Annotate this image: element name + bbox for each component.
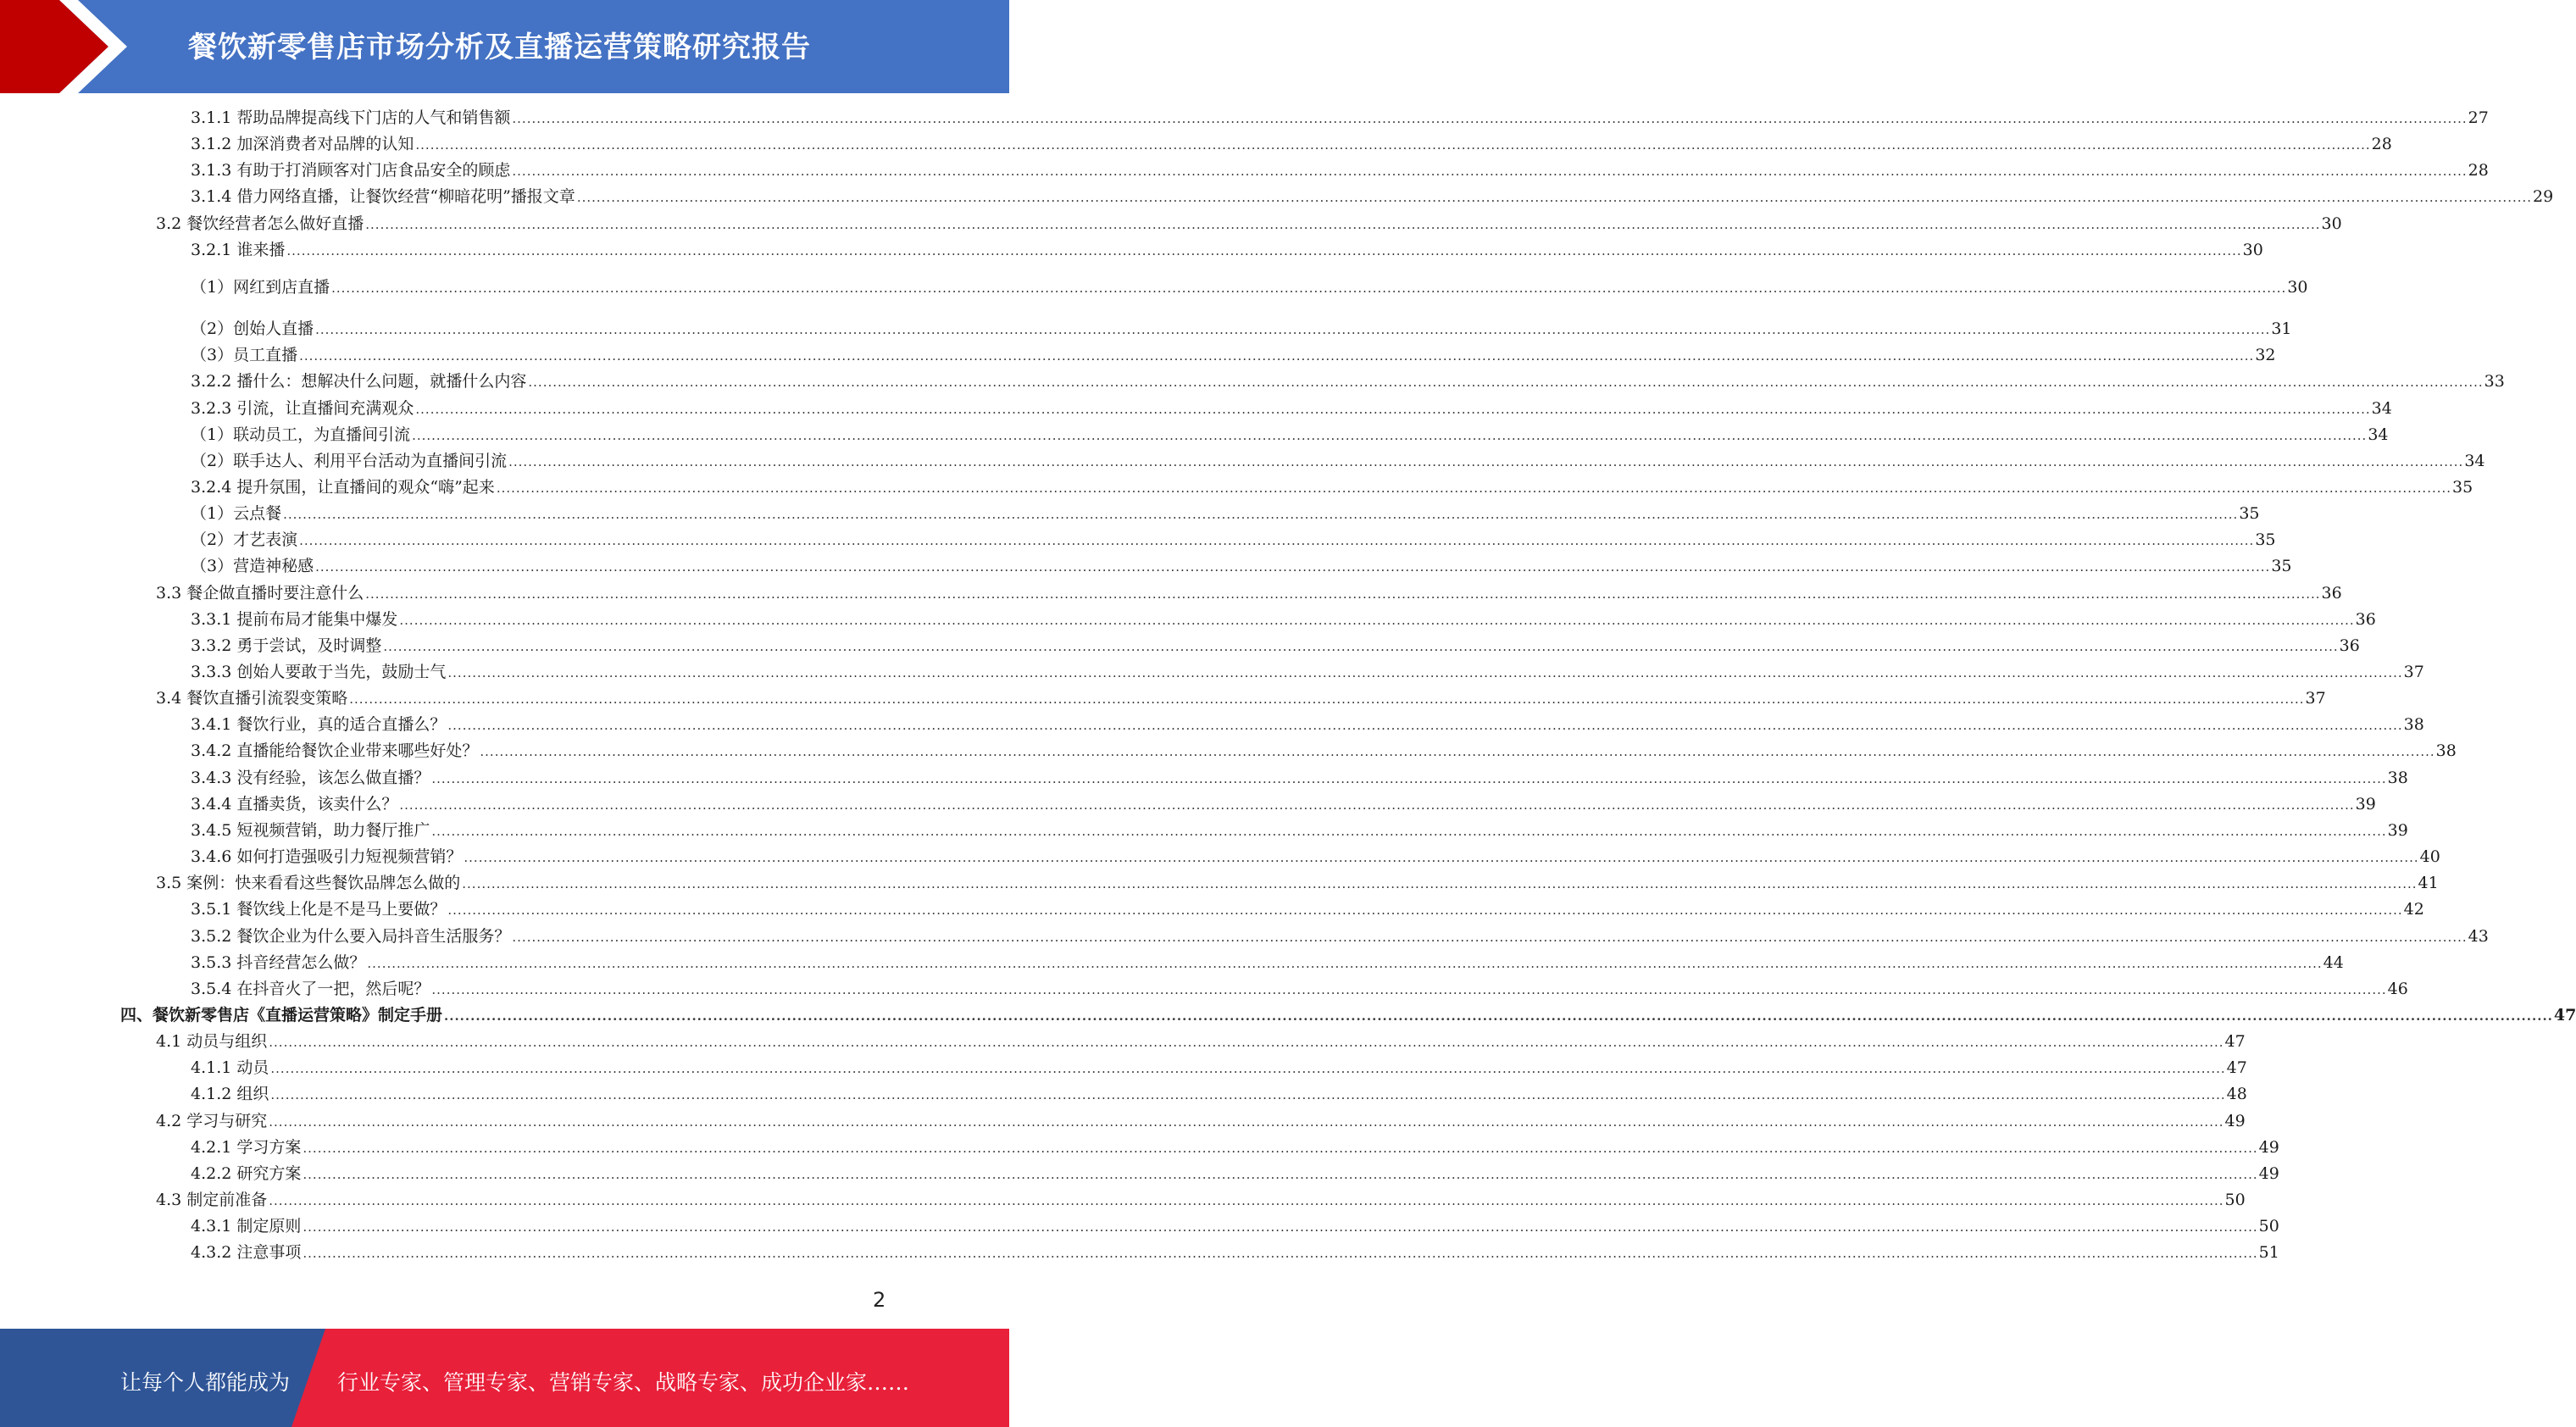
toc-entry-label: 3.1.1 帮助品牌提高线下门店的人气和销售额 bbox=[191, 108, 511, 127]
toc-entry[interactable] bbox=[191, 371, 2505, 391]
toc-entry-page: 30 bbox=[2287, 277, 2308, 297]
toc-entry[interactable] bbox=[191, 277, 2308, 297]
toc-entry[interactable] bbox=[191, 662, 2424, 682]
toc-leader-dots: ................................................................................................................................................................................................................................................................................................................................................................................................................ bbox=[315, 559, 2271, 575]
toc-entry-page: 38 bbox=[2435, 741, 2457, 761]
toc-entry-label: （2）联手达人、利用平台活动为直播间引流 bbox=[191, 451, 508, 470]
toc-entry[interactable] bbox=[191, 477, 2473, 497]
toc-entry[interactable] bbox=[191, 1084, 2247, 1104]
toc-leader-dots: ................................................................................................................................................................................................................................................................................................................................................................................................................ bbox=[447, 718, 2403, 734]
header-arrow-decoration bbox=[0, 0, 127, 93]
toc-entry-page: 32 bbox=[2255, 346, 2276, 365]
toc-entry-label: （2）创始人直播 bbox=[191, 319, 314, 339]
toc-leader-dots: ................................................................................................................................................................................................................................................................................................................................................................................................................ bbox=[412, 427, 2368, 443]
toc-entry-page: 43 bbox=[2468, 926, 2489, 946]
toc-entry-label: 4.1.2 组织 bbox=[191, 1085, 269, 1104]
toc-entry-label: 3.4.5 短视频营销，助力餐厅推广 bbox=[191, 820, 430, 840]
toc-leader-dots: ................................................................................................................................................................................................................................................................................................................................................................................................................ bbox=[464, 850, 2419, 866]
toc-entry-page: 31 bbox=[2271, 319, 2292, 339]
toc-entry-label: （2）才艺表演 bbox=[191, 530, 298, 550]
toc-entry[interactable] bbox=[191, 1216, 2279, 1236]
toc-entry[interactable] bbox=[191, 1242, 2279, 1263]
toc-entry-label: 4.3 制定前准备 bbox=[156, 1191, 268, 1209]
toc-leader-dots: ................................................................................................................................................................................................................................................................................................................................................................................................................ bbox=[383, 638, 2339, 654]
toc-leader-dots: ................................................................................................................................................................................................................................................................................................................................................................................................................ bbox=[299, 348, 2255, 364]
toc-entry-label: 3.5.1 餐饮线上化是不是马上要做？ bbox=[191, 900, 447, 919]
toc-leader-dots: ................................................................................................................................................................................................................................................................................................................................................................................................................ bbox=[512, 929, 2468, 945]
toc-entry[interactable] bbox=[156, 1031, 2246, 1052]
toc-entry[interactable] bbox=[120, 1005, 2576, 1025]
toc-entry-page: 38 bbox=[2387, 768, 2408, 787]
toc-entry-page: 46 bbox=[2387, 979, 2408, 998]
toc-entry-page: 50 bbox=[2258, 1217, 2279, 1236]
toc-entry[interactable] bbox=[191, 1163, 2279, 1184]
toc-leader-dots: ................................................................................................................................................................................................................................................................................................................................................................................................................ bbox=[444, 1008, 2553, 1024]
toc-entry-label: 3.3.3 创始人要敢于当先，鼓励士气 bbox=[191, 663, 447, 681]
toc-entry-page: 35 bbox=[2255, 530, 2276, 550]
toc-entry-label: 4.2 学习与研究 bbox=[156, 1111, 268, 1130]
toc-entry-page: 35 bbox=[2452, 477, 2473, 497]
toc-entry[interactable] bbox=[191, 240, 2263, 260]
toc-entry-page: 34 bbox=[2371, 398, 2392, 418]
page-number: 2 bbox=[873, 1288, 886, 1312]
toc-leader-dots: ................................................................................................................................................................................................................................................................................................................................................................................................................ bbox=[399, 612, 2355, 628]
toc-entry-page: 39 bbox=[2355, 794, 2376, 813]
toc-leader-dots: ................................................................................................................................................................................................................................................................................................................................................................................................................ bbox=[512, 111, 2468, 126]
toc-entry-page: 49 bbox=[2224, 1111, 2246, 1130]
toc-entry-page: 35 bbox=[2271, 557, 2292, 576]
toc-leader-dots: ................................................................................................................................................................................................................................................................................................................................................................................................................ bbox=[269, 1193, 2224, 1208]
toc-leader-dots: ................................................................................................................................................................................................................................................................................................................................................................................................................ bbox=[480, 744, 2435, 760]
toc-entry-label: 3.2.3 引流，让直播间充满观众 bbox=[191, 398, 414, 418]
toc-entry-page: 37 bbox=[2305, 689, 2326, 708]
toc-entry-page: 47 bbox=[2224, 1032, 2246, 1052]
toc-entry[interactable] bbox=[191, 714, 2424, 735]
toc-leader-dots: ................................................................................................................................................................................................................................................................................................................................................................................................................ bbox=[431, 981, 2387, 997]
toc-entry-page: 49 bbox=[2258, 1137, 2279, 1157]
toc-entry-page: 49 bbox=[2258, 1163, 2279, 1183]
toc-entry-label: 3.4.1 餐饮行业，真的适合直播么？ bbox=[191, 715, 447, 735]
toc-leader-dots: ................................................................................................................................................................................................................................................................................................................................................................................................................ bbox=[496, 480, 2452, 496]
toc-entry-page: 36 bbox=[2339, 636, 2360, 655]
toc-entry[interactable] bbox=[191, 398, 2392, 419]
toc-entry[interactable] bbox=[156, 688, 2326, 708]
toc-entry[interactable] bbox=[191, 979, 2408, 999]
footer-bar bbox=[0, 1329, 1009, 1427]
toc-entry-label: （1）联动员工，为直播间引流 bbox=[191, 425, 411, 444]
toc-entry-label: 3.4.6 如何打造强吸引力短视频营销？ bbox=[191, 847, 463, 867]
toc-leader-dots: ................................................................................................................................................................................................................................................................................................................................................................................................................ bbox=[528, 375, 2484, 391]
toc-entry[interactable] bbox=[191, 741, 2457, 761]
toc-entry-page: 42 bbox=[2403, 900, 2424, 919]
toc-entry-page: 50 bbox=[2224, 1191, 2246, 1209]
toc-entry-page: 37 bbox=[2403, 663, 2424, 681]
toc-entry-label: 3.5.4 在抖音火了一把，然后呢？ bbox=[191, 979, 430, 998]
toc-entry[interactable] bbox=[191, 768, 2408, 788]
toc-entry[interactable] bbox=[191, 1137, 2279, 1158]
toc-entry-label: 3.3.1 提前布局才能集中爆发 bbox=[191, 609, 398, 629]
toc-entry[interactable] bbox=[191, 794, 2376, 814]
toc-entry-label: （3）营造神秘感 bbox=[191, 557, 314, 576]
toc-leader-dots: ................................................................................................................................................................................................................................................................................................................................................................................................................ bbox=[447, 902, 2403, 919]
toc-entry[interactable] bbox=[191, 899, 2424, 919]
toc-entry-page: 33 bbox=[2484, 372, 2505, 391]
toc-leader-dots: ................................................................................................................................................................................................................................................................................................................................................................................................................ bbox=[270, 1061, 2226, 1077]
toc-entry-label: 4.2.1 学习方案 bbox=[191, 1137, 302, 1157]
toc-entry-page: 34 bbox=[2368, 425, 2389, 444]
toc-leader-dots: ................................................................................................................................................................................................................................................................................................................................................................................................................ bbox=[270, 1087, 2226, 1103]
toc-entry[interactable] bbox=[191, 530, 2276, 550]
toc-entry-page: 47 bbox=[2226, 1058, 2247, 1078]
toc-entry-page: 30 bbox=[2242, 240, 2263, 259]
toc-entry[interactable] bbox=[191, 847, 2440, 867]
toc-leader-dots: ................................................................................................................................................................................................................................................................................................................................................................................................................ bbox=[269, 1035, 2224, 1051]
toc-entry-page: 28 bbox=[2468, 161, 2489, 180]
toc-leader-dots: ................................................................................................................................................................................................................................................................................................................................................................................................................ bbox=[303, 1219, 2258, 1235]
toc-leader-dots: ................................................................................................................................................................................................................................................................................................................................................................................................................ bbox=[462, 876, 2418, 892]
toc-leader-dots: ................................................................................................................................................................................................................................................................................................................................................................................................................ bbox=[365, 586, 2321, 602]
toc-leader-dots: ................................................................................................................................................................................................................................................................................................................................................................................................................ bbox=[576, 190, 2533, 206]
toc-entry-page: 34 bbox=[2464, 451, 2485, 470]
toc-leader-dots: ................................................................................................................................................................................................................................................................................................................................................................................................................ bbox=[508, 453, 2464, 469]
toc-leader-dots: ................................................................................................................................................................................................................................................................................................................................................................................................................ bbox=[283, 507, 2239, 523]
toc-entry-label: 3.5.3 抖音经营怎么做？ bbox=[191, 952, 366, 972]
toc-entry-label: 3.2 餐饮经营者怎么做好直播 bbox=[156, 214, 364, 233]
toc-entry[interactable] bbox=[191, 926, 2489, 947]
toc-leader-dots: ................................................................................................................................................................................................................................................................................................................................................................................................................ bbox=[303, 1140, 2258, 1156]
toc-leader-dots: ................................................................................................................................................................................................................................................................................................................................................................................................................ bbox=[286, 242, 2242, 258]
toc-entry[interactable] bbox=[191, 503, 2260, 524]
toc-entry-label: 3.1.3 有助于打消顾客对门店食品安全的顾虑 bbox=[191, 161, 511, 180]
toc-entry[interactable] bbox=[191, 820, 2408, 841]
toc-entry-label: 3.5.2 餐饮企业为什么要入局抖音生活服务？ bbox=[191, 926, 511, 946]
toc-leader-dots: ................................................................................................................................................................................................................................................................................................................................................................................................................ bbox=[415, 137, 2371, 153]
toc-entry-page: 38 bbox=[2403, 715, 2424, 735]
toc-entry-label: 3.2.4 提升氛围，让直播间的观众“嗨”起来 bbox=[191, 477, 495, 497]
toc-entry[interactable] bbox=[191, 425, 2389, 445]
toc-entry-page: 51 bbox=[2258, 1243, 2279, 1263]
toc-entry[interactable] bbox=[191, 952, 2344, 973]
toc-entry-page: 44 bbox=[2323, 952, 2344, 972]
toc-leader-dots: ................................................................................................................................................................................................................................................................................................................................................................................................................ bbox=[447, 665, 2403, 680]
toc-entry-label: 3.2.1 谁来播 bbox=[191, 240, 286, 259]
toc-entry[interactable] bbox=[191, 345, 2276, 365]
toc-entry-page: 35 bbox=[2239, 504, 2260, 524]
toc-leader-dots: ................................................................................................................................................................................................................................................................................................................................................................................................................ bbox=[315, 322, 2271, 338]
toc-entry-label: 3.2.2 播什么：想解决什么问题，就播什么内容 bbox=[191, 372, 527, 391]
toc-entry-label: 4.2.2 研究方案 bbox=[191, 1163, 302, 1183]
toc-entry-label: （3）员工直播 bbox=[191, 346, 298, 365]
toc-leader-dots: ................................................................................................................................................................................................................................................................................................................................................................................................................ bbox=[431, 823, 2387, 839]
toc-entry[interactable] bbox=[191, 451, 2485, 471]
toc-leader-dots: ................................................................................................................................................................................................................................................................................................................................................................................................................ bbox=[367, 955, 2323, 971]
toc-entry-page: 36 bbox=[2355, 609, 2376, 629]
toc-entry-label: 3.4.4 直播卖货，该卖什么？ bbox=[191, 794, 398, 813]
toc-entry-label: 3.1.2 加深消费者对品牌的认知 bbox=[191, 135, 414, 154]
toc-leader-dots: ................................................................................................................................................................................................................................................................................................................................................................................................................ bbox=[431, 770, 2387, 786]
toc-entry-page: 40 bbox=[2419, 847, 2440, 867]
toc-leader-dots: ................................................................................................................................................................................................................................................................................................................................................................................................................ bbox=[415, 401, 2371, 417]
toc-entry-label: 4.1.1 动员 bbox=[191, 1058, 269, 1078]
toc-entry-label: 4.3.1 制定原则 bbox=[191, 1217, 302, 1236]
toc-entry[interactable] bbox=[156, 1111, 2246, 1131]
toc-entry-label: 4.3.2 注意事项 bbox=[191, 1243, 302, 1263]
toc-leader-dots: ................................................................................................................................................................................................................................................................................................................................................................................................................ bbox=[399, 797, 2355, 813]
toc-entry[interactable] bbox=[156, 583, 2342, 603]
toc-entry[interactable] bbox=[191, 134, 2392, 154]
toc-leader-dots: ................................................................................................................................................................................................................................................................................................................................................................................................................ bbox=[269, 1113, 2224, 1130]
toc-entry-page: 36 bbox=[2321, 583, 2342, 602]
toc-entry-label: 四、餐饮新零售店《直播运营策略》制定手册 bbox=[120, 1005, 443, 1024]
header-bar bbox=[0, 0, 1009, 93]
toc-leader-dots: ................................................................................................................................................................................................................................................................................................................................................................................................................ bbox=[365, 216, 2321, 232]
toc-entry[interactable] bbox=[191, 160, 2489, 180]
toc-entry-label: 4.1 动员与组织 bbox=[156, 1032, 268, 1052]
toc-entry[interactable] bbox=[156, 873, 2439, 893]
toc-entry[interactable] bbox=[156, 1190, 2246, 1210]
toc-leader-dots: ................................................................................................................................................................................................................................................................................................................................................................................................................ bbox=[303, 1166, 2258, 1182]
toc-entry-label: 3.3.2 勇于尝试，及时调整 bbox=[191, 636, 382, 655]
toc-entry[interactable] bbox=[191, 636, 2360, 656]
footer-slogan-right: 行业专家、管理专家、营销专家、战略专家、成功企业家…… bbox=[337, 1370, 910, 1395]
toc-entry-label: 3.4 餐饮直播引流裂变策略 bbox=[156, 689, 348, 708]
toc-entry-page: 39 bbox=[2387, 820, 2408, 840]
toc-entry-label: （1）网红到店直播 bbox=[191, 277, 330, 297]
toc-entry-page: 30 bbox=[2321, 214, 2342, 233]
toc-entry[interactable] bbox=[191, 319, 2292, 339]
toc-leader-dots: ................................................................................................................................................................................................................................................................................................................................................................................................................ bbox=[299, 533, 2255, 549]
toc-entry[interactable] bbox=[191, 609, 2376, 630]
toc-leader-dots: ................................................................................................................................................................................................................................................................................................................................................................................................................ bbox=[331, 280, 2287, 296]
toc-leader-dots: ................................................................................................................................................................................................................................................................................................................................................................................................................ bbox=[349, 691, 2305, 708]
toc-entry-page: 28 bbox=[2371, 135, 2392, 154]
toc-entry[interactable] bbox=[191, 186, 2554, 207]
toc-entry[interactable] bbox=[156, 214, 2342, 234]
toc-entry-page: 41 bbox=[2418, 874, 2439, 893]
toc-entry-page: 27 bbox=[2468, 108, 2489, 127]
toc-entry-label: 3.4.3 没有经验，该怎么做直播？ bbox=[191, 768, 430, 787]
footer-slogan-left: 让每个人都能成为 bbox=[120, 1370, 291, 1395]
toc-leader-dots: ................................................................................................................................................................................................................................................................................................................................................................................................................ bbox=[303, 1246, 2258, 1262]
toc-entry-page: 29 bbox=[2533, 187, 2554, 207]
toc-entry-label: （1）云点餐 bbox=[191, 504, 282, 524]
report-title: 餐饮新零售店市场分析及直播运营策略研究报告 bbox=[188, 31, 811, 64]
toc-entry-label: 3.4.2 直播能给餐饮企业带来哪些好处？ bbox=[191, 741, 479, 761]
toc-entry-page: 47 bbox=[2553, 1005, 2576, 1024]
toc-entry[interactable] bbox=[191, 556, 2292, 576]
toc-entry[interactable] bbox=[191, 1058, 2247, 1078]
toc-leader-dots: ................................................................................................................................................................................................................................................................................................................................................................................................................ bbox=[512, 164, 2468, 180]
toc-entry-label: 3.5 案例：快来看看这些餐饮品牌怎么做的 bbox=[156, 874, 461, 893]
toc-entry-page: 48 bbox=[2226, 1085, 2247, 1104]
toc-entry-label: 3.3 餐企做直播时要注意什么 bbox=[156, 583, 364, 602]
toc-entry[interactable] bbox=[191, 108, 2489, 128]
toc-entry-label: 3.1.4 借力网络直播，让餐饮经营“柳暗花明”播报文章 bbox=[191, 187, 575, 207]
